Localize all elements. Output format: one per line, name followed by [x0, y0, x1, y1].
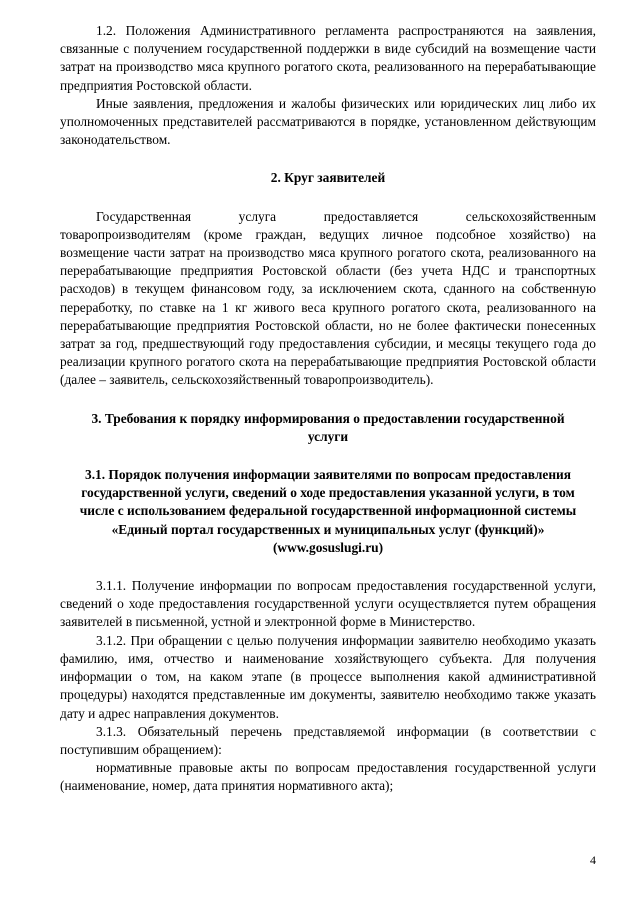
heading-section-3: 3. Требования к порядку информирования о предоставлении государственной услуги: [91, 410, 565, 444]
spacer: [60, 557, 596, 577]
page-number: 4: [590, 853, 596, 867]
heading-section-2: 2. Круг заявителей: [270, 170, 386, 186]
spacer: [60, 149, 596, 169]
paragraph-other-applications: Иные заявления, предложения и жалобы физических или юридических лиц либо их уполномоченных представителей рассматриваются в порядке, установленном действующим законодательством.: [60, 95, 596, 148]
paragraph-2-applicants: Государственная услуга предоставляется сельскохозяйственным товаропроизводителям (кроме граждан, ведущих личное подсобное хозяйство) на возмещение части затрат на производство мяса крупного рогатого скота, реализованного на перерабатывающие предприятия Ростовской области (без учета НДС и транспортных расходов) в текущем финансовом году, за исключением скота, сданного на собственную переработку, по ставке на 1 кг живого веса крупного рогатого скота, реализованного на перерабатывающие предприятия Ростовской области, но не более фактически понесенных затрат за год, предшествующий году предоставления субсидии, и месяцы текущего года до реализации крупного рогатого скота на перерабатывающие предприятия Ростовской области (далее – заявитель, сельскохозяйственный товаропроизводитель).: [60, 208, 596, 388]
spacer: [60, 390, 596, 410]
paragraph-3-1-1: 3.1.1. Получение информации по вопросам предоставления государственной услуги, сведений о ходе предоставления государственной услуги осуществляется путем обращения заявителей в письменной, устной и электронной форме в Министерство.: [60, 578, 596, 630]
paragraph-3-1-2: 3.1.2. При обращении с целью получения информации заявителю необходимо указать фамилию, имя, отчество и наименование хозяйствующего субъекта. Для получения информации о том, на каком этапе (в процессе выполнения какой административной процедуры) находятся представленные им документы, заявителю необходимо также указать дату и адрес направления документов.: [60, 632, 596, 721]
paragraph-3-1-3: 3.1.3. Обязательный перечень представляемой информации (в соответствии с поступившим обращением):: [60, 723, 596, 757]
heading-section-3-1: 3.1. Порядок получения информации заявителями по вопросам предоставления государственной услуги, сведений о ходе предоставления указанной услуги, в том числе с использованием федеральной государственной информационной системы «Единый портал государственных и муниципальных услуг (функций)» (www.gosuslugi.ru): [79, 467, 577, 555]
paragraph-1-2: 1.2. Положения Административного регламента распространяются на заявления, связанные с получением государственной поддержки в виде субсидий на возмещение части затрат на производство мяса крупного рогатого скота, реализованного на перерабатывающие предприятия Ростовской области.: [60, 23, 596, 93]
paragraph-normative-acts: нормативные правовые акты по вопросам предоставления государственной услуги (наименование, номер, дата принятия нормативного акта);: [60, 760, 596, 794]
spacer: [60, 188, 596, 208]
spacer: [60, 446, 596, 466]
